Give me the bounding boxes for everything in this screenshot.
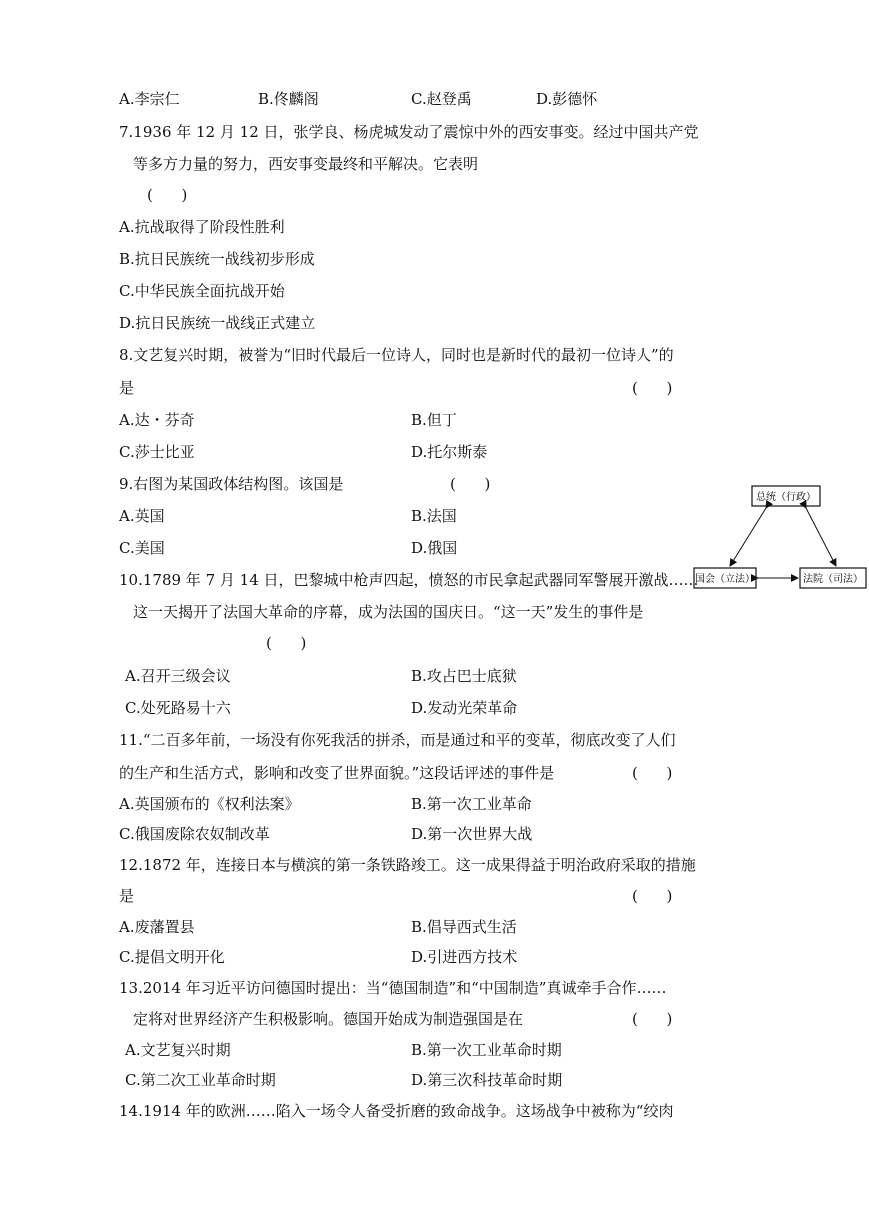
q10-option-b: B.攻占巴士底狱: [411, 667, 517, 685]
q10-option-a: A.召开三级会议: [125, 667, 231, 685]
q11-answer-paren: ( ): [632, 764, 673, 782]
q9-answer-paren: ( ): [450, 475, 491, 493]
q9-option-a: A.英国: [119, 507, 165, 525]
q12-option-a: A.废藩置县: [119, 918, 195, 936]
q7-option-c: C.中华民族全面抗战开始: [119, 282, 285, 300]
q8-option-d: D.托尔斯泰: [411, 443, 488, 461]
diagram-arrow-exec-leg: [730, 508, 766, 566]
q10-option-d: D.发动光荣革命: [411, 699, 518, 717]
q13-option-d: D.第三次科技革命时期: [411, 1071, 563, 1089]
q12-stem-line1: 12.1872 年，连接日本与横滨的第一条铁路竣工。这一成果得益于明治政府采取的措施: [119, 856, 696, 874]
option-d: D.彭德怀: [536, 90, 598, 108]
q8-stem-line1: 8.文艺复兴时期，被誉为“旧时代最后一位诗人，同时也是新时代的最初一位诗人”的: [119, 346, 674, 364]
q13-option-b: B.第一次工业革命时期: [411, 1041, 562, 1059]
q12-option-b: B.倡导西式生活: [411, 918, 517, 936]
q13-answer-paren: ( ): [632, 1010, 673, 1028]
diagram-arrow-exec-jud: [806, 508, 836, 566]
q13-option-c: C.第二次工业革命时期: [125, 1071, 276, 1089]
q10-option-c: C.处死路易十六: [125, 699, 231, 717]
q7-stem-line2: 等多方力量的努力，西安事变最终和平解决。它表明: [133, 155, 479, 173]
option-a: A.李宗仁: [119, 90, 180, 108]
q12-option-c: C.提倡文明开化: [119, 948, 225, 966]
q14-stem-line1: 14.1914 年的欧洲……陷入一场令人备受折磨的致命战争。这场战争中被称为“绞肉: [119, 1102, 674, 1120]
q13-stem-line2: 定将对世界经济产生积极影响。德国开始成为制造强国是在: [133, 1010, 524, 1028]
q9-stem-line1: 9.右图为某国政体结构图。该国是: [119, 475, 344, 493]
q11-option-a: A.英国颁布的《权利法案》: [119, 795, 300, 813]
q7-option-b: B.抗日民族统一战线初步形成: [119, 250, 315, 268]
q11-option-b: B.第一次工业革命: [411, 795, 532, 813]
q8-option-c: C.莎士比亚: [119, 443, 195, 461]
q8-stem-line2: 是: [119, 379, 135, 397]
q13-option-a: A.文艺复兴时期: [125, 1041, 231, 1059]
q7-option-a: A.抗战取得了阶段性胜利: [119, 218, 285, 236]
option-c: C.赵登禹: [411, 90, 472, 108]
q10-stem-line1: 10.1789 年 7 月 14 日，巴黎城中枪声四起，愤怒的市民拿起武器同军警展开激战……: [119, 571, 699, 589]
q12-answer-paren: ( ): [632, 887, 673, 905]
q11-option-d: D.第一次世界大战: [411, 825, 533, 843]
q8-answer-paren: ( ): [632, 379, 673, 397]
q12-option-d: D.引进西方技术: [411, 948, 518, 966]
government-structure-diagram: [690, 482, 869, 594]
q7-answer-paren: ( ): [147, 186, 188, 204]
q12-stem-line2: 是: [119, 887, 135, 905]
diagram-label-judicial: 法院（司法）: [803, 574, 863, 585]
q13-stem-line1: 13.2014 年习近平访问德国时提出：当“德国制造”和“中国制造”真诚牵手合作……: [119, 979, 667, 997]
q8-option-b: B.但丁: [411, 411, 457, 429]
diagram-label-executive: 总统（行政）: [756, 492, 816, 503]
q9-option-b: B.法国: [411, 507, 457, 525]
q11-option-c: C.俄国废除农奴制改革: [119, 825, 270, 843]
q8-option-a: A.达・芬奇: [119, 411, 195, 429]
q9-option-d: D.俄国: [411, 539, 458, 557]
q11-stem-line1: 11.“二百多年前，一场没有你死我活的拼杀，而是通过和平的变革，彻底改变了人们: [119, 731, 676, 749]
q7-option-d: D.抗日民族统一战线正式建立: [119, 314, 316, 332]
option-b: B.佟麟阁: [258, 90, 319, 108]
q10-stem-line2: 这一天揭开了法国大革命的序幕，成为法国的国庆日。“这一天”发生的事件是: [133, 603, 644, 621]
q11-stem-line2: 的生产和生活方式，影响和改变了世界面貌。”这段话评述的事件是: [119, 764, 555, 782]
q9-option-c: C.美国: [119, 539, 165, 557]
diagram-label-legislative: 国会（立法）: [695, 574, 755, 585]
q10-answer-paren: ( ): [266, 634, 307, 652]
q7-stem-line1: 7.1936 年 12 月 12 日，张学良、杨虎城发动了震惊中外的西安事变。经过中国共产党: [119, 123, 699, 141]
